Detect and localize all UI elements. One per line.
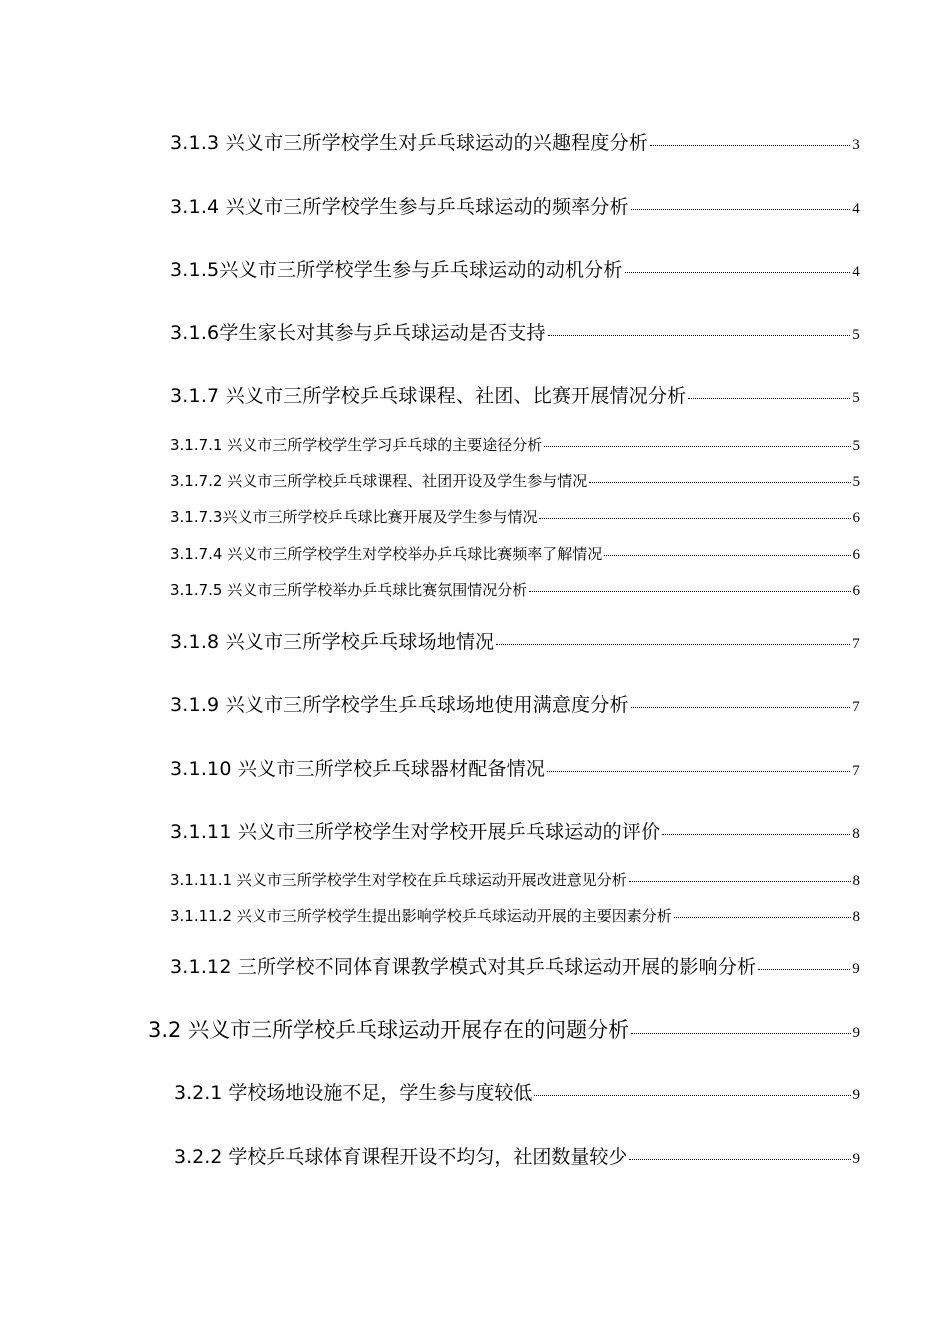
toc-entry-title: 3.1.11 兴义市三所学校学生对学校开展乒乓球运动的评价	[170, 821, 661, 843]
toc-entry-page: 9	[852, 1087, 860, 1103]
toc-entry-page: 5	[852, 474, 860, 490]
toc-leader	[758, 969, 850, 970]
toc-leader	[544, 446, 850, 447]
toc-leader	[631, 1033, 850, 1034]
toc-leader	[589, 482, 850, 483]
toc-entry-title: 3.1.8 兴义市三所学校乒乓球场地情况	[170, 631, 495, 653]
toc-entry-page: 6	[852, 583, 860, 599]
toc-leader	[548, 335, 851, 336]
toc-entry-title: 3.1.9 兴义市三所学校学生乒乓球场地使用满意度分析	[170, 694, 629, 716]
toc-entry[interactable]	[0, 952, 950, 979]
toc-leader	[631, 707, 851, 708]
toc-entry-page: 9	[852, 1025, 860, 1041]
toc-entry-title: 3.1.7.4 兴义市三所学校学生对学校举办乒乓球比赛频率了解情况	[170, 545, 603, 563]
toc-entry-title: 3.1.10 兴义市三所学校乒乓球器材配备情况	[170, 758, 546, 780]
toc-entry-title: 3.2.2 学校乒乓球体育课程开设不均匀，社团数量较少	[174, 1146, 628, 1168]
toc-entry-page: 9	[852, 961, 860, 977]
toc-leader	[629, 881, 851, 882]
toc-entry-title: 3.1.7.5 兴义市三所学校举办乒乓球比赛氛围情况分析	[170, 581, 528, 599]
toc-entry[interactable]	[0, 192, 950, 219]
toc-entry[interactable]	[0, 543, 950, 564]
toc-entry-page: 8	[852, 826, 860, 842]
toc-entry-page: 8	[852, 873, 860, 889]
toc-entry-page: 7	[852, 636, 860, 652]
toc-entry-page: 5	[852, 438, 860, 454]
toc-entry-title: 3.1.11.1 兴义市三所学校学生对学校在乒乓球运动开展改进意见分析	[170, 871, 627, 889]
toc-entry-page: 3	[852, 137, 860, 153]
toc-entry[interactable]	[0, 470, 950, 491]
toc-leader	[650, 145, 850, 146]
toc-entry-page: 4	[852, 201, 860, 217]
toc-entry-title: 3.1.11.2 兴义市三所学校学生提出影响学校乒乓球运动开展的主要因素分析	[170, 907, 672, 925]
toc-leader	[539, 518, 850, 519]
toc-entry-page: 8	[852, 909, 860, 925]
toc-entry-title: 3.2 兴义市三所学校乒乓球运动开展存在的问题分析	[148, 1018, 630, 1042]
toc-entry-title: 3.1.7 兴义市三所学校乒乓球课程、社团、比赛开展情况分析	[170, 385, 687, 407]
toc-leader	[496, 644, 850, 645]
toc-entry-title: 3.1.12 三所学校不同体育课教学模式对其乒乓球运动开展的影响分析	[170, 956, 757, 978]
toc-entry[interactable]	[0, 434, 950, 455]
toc-entry[interactable]	[0, 1142, 950, 1169]
toc-entry[interactable]	[0, 381, 950, 408]
toc-entry-title: 3.1.5兴义市三所学校学生参与乒乓球运动的动机分析	[170, 259, 623, 281]
toc-leader	[662, 834, 850, 835]
toc-entry[interactable]	[0, 1078, 950, 1105]
toc-entry[interactable]	[0, 128, 950, 155]
toc-entry-page: 6	[852, 547, 860, 563]
toc-entry-title: 3.2.1 学校场地设施不足，学生参与度较低	[174, 1082, 533, 1104]
toc-entry[interactable]	[0, 318, 950, 345]
toc-entry-page: 9	[852, 1151, 860, 1167]
toc-leader	[547, 771, 850, 772]
toc-entry-title: 3.1.7.1 兴义市三所学校学生学习乒乓球的主要途径分析	[170, 436, 543, 454]
toc-entry[interactable]	[0, 627, 950, 654]
toc-entry-page: 7	[852, 763, 860, 779]
toc-entry[interactable]	[0, 754, 950, 781]
toc-leader	[631, 209, 851, 210]
toc-entry[interactable]	[0, 506, 950, 527]
toc-entry[interactable]	[0, 869, 950, 890]
toc-entry[interactable]	[0, 817, 950, 844]
toc-entry-page: 6	[852, 510, 860, 526]
toc-entry[interactable]	[0, 579, 950, 600]
toc-entry-page: 7	[852, 699, 860, 715]
toc-entry[interactable]	[0, 255, 950, 282]
toc-entry-title: 3.1.7.3兴义市三所学校乒乓球比赛开展及学生参与情况	[170, 508, 538, 526]
toc-leader	[604, 555, 850, 556]
toc-entry-page: 5	[852, 327, 860, 343]
toc-entry-title: 3.1.6学生家长对其参与乒乓球运动是否支持	[170, 322, 546, 344]
toc-entry[interactable]	[0, 1014, 950, 1044]
toc-leader	[688, 398, 850, 399]
toc-entry-page: 4	[852, 264, 860, 280]
toc-leader	[674, 917, 851, 918]
toc-leader	[534, 1095, 850, 1096]
toc-entry[interactable]	[0, 905, 950, 926]
toc-leader	[625, 272, 851, 273]
toc-entry-title: 3.1.3 兴义市三所学校学生对乒乓球运动的兴趣程度分析	[170, 132, 648, 154]
toc-entry[interactable]	[0, 690, 950, 717]
toc-entry-title: 3.1.7.2 兴义市三所学校乒乓球课程、社团开设及学生参与情况	[170, 472, 588, 490]
toc-entry-title: 3.1.4 兴义市三所学校学生参与乒乓球运动的频率分析	[170, 196, 629, 218]
toc-entry-page: 5	[852, 390, 860, 406]
toc-leader	[529, 591, 850, 592]
toc-leader	[629, 1159, 850, 1160]
